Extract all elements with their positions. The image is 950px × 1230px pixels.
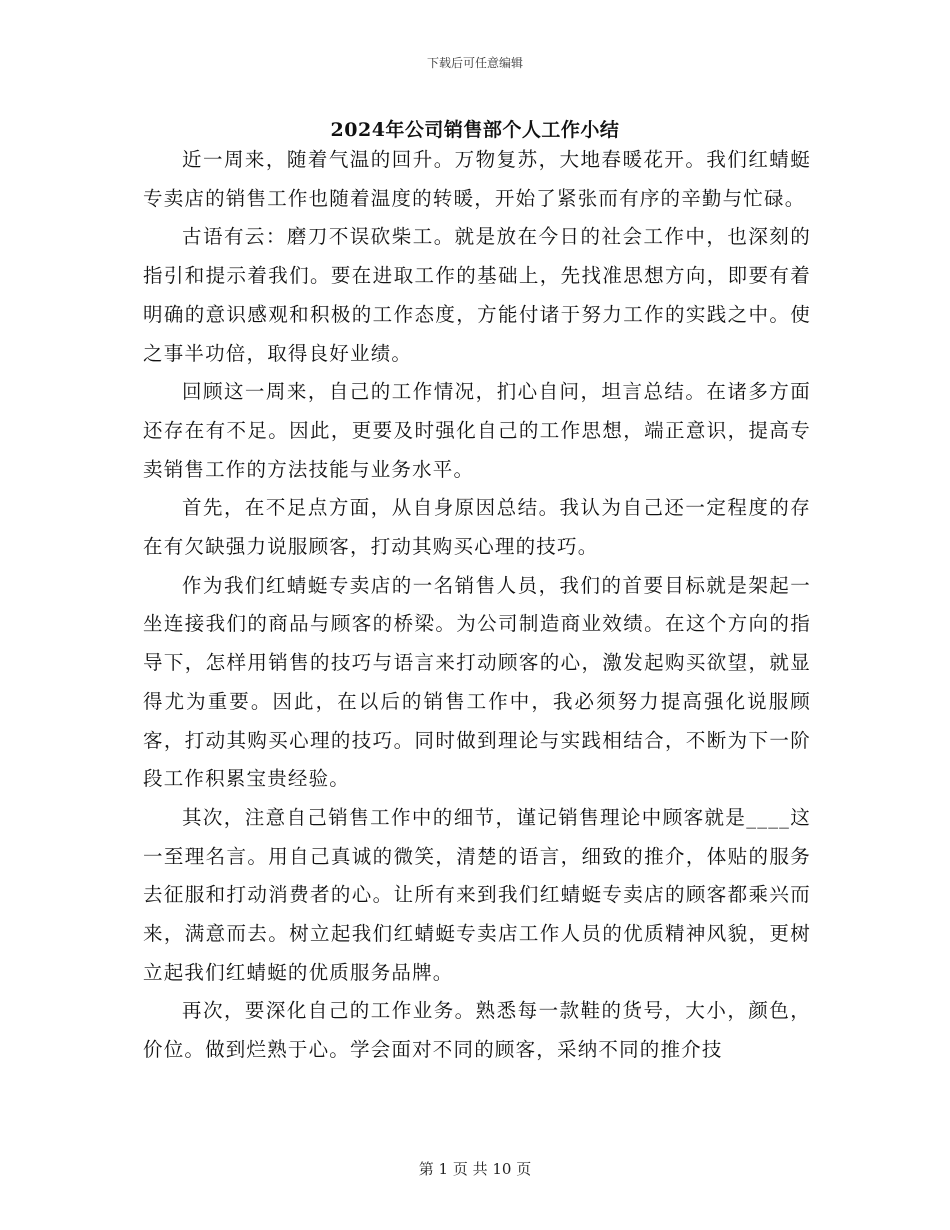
paragraph: 再次，要深化自己的工作业务。熟悉每一款鞋的货号，大小，颜色，价位。做到烂熟于心。学会面对不同的顾客，采纳不同的推介技 — [143, 999, 811, 1062]
paragraph: 古语有云：磨刀不误砍柴工。就是放在今日的社会工作中，也深刻的指引和提示着我们。要在进取工作的基础上，先找准思想方向，即要有着明确的意识感观和积极的工作态度，方能付诸于努力工作的实践之中。使之事半功倍，取得良好业绩。 — [143, 225, 811, 365]
paragraph: 回顾这一周来，自己的工作情况，扪心自问，坦言总结。在诸多方面还存在有不足。因此，更要及时强化自己的工作思想，端正意识，提高专卖销售工作的方法技能与业务水平。 — [143, 380, 811, 481]
paragraph: 近一周来，随着气温的回升。万物复苏，大地春暖花开。我们红蜻蜓专卖店的销售工作也随着温度的转暖，开始了紧张而有序的辛勤与忙碌。 — [143, 148, 811, 210]
paragraph: 其次，注意自己销售工作中的细节，谨记销售理论中顾客就是____这一至理名言。用自己真诚的微笑，清楚的语言，细致的推介，体贴的服务去征服和打动消费者的心。让所有来到我们红蜻蜓专卖店的顾客都乘兴而来，满意而去。树立起我们红蜻蜓专卖店工作人员的优质精神风貌，更树立起我们红蜻蜓的优质服务品牌。 — [143, 805, 811, 984]
document-title: 2024年公司销售部个人工作小结 — [330, 119, 620, 141]
document-body — [143, 141, 811, 1070]
paragraph: 作为我们红蜻蜓专卖店的一名销售人员，我们的首要目标就是架起一坐连接我们的商品与顾客的桥梁。为公司制造商业效绩。在这个方向的指导下，怎样用销售的技巧与语言来打动顾客的心，激发起购买欲望，就显得尤为重要。因此，在以后的销售工作中，我必须努力提高强化说服顾客，打动其购买心理的技巧。同时做到理论与实践相结合，不断为下一阶段工作积累宝贵经验。 — [143, 573, 811, 791]
header-note: 下载后可任意编辑 — [426, 56, 523, 70]
paragraph: 首先，在不足点方面，从自身原因总结。我认为自己还一定程度的存在有欠缺强力说服顾客，打动其购买心理的技巧。 — [143, 496, 811, 559]
page-number: 第 1 页 共 10 页 — [418, 1160, 532, 1178]
